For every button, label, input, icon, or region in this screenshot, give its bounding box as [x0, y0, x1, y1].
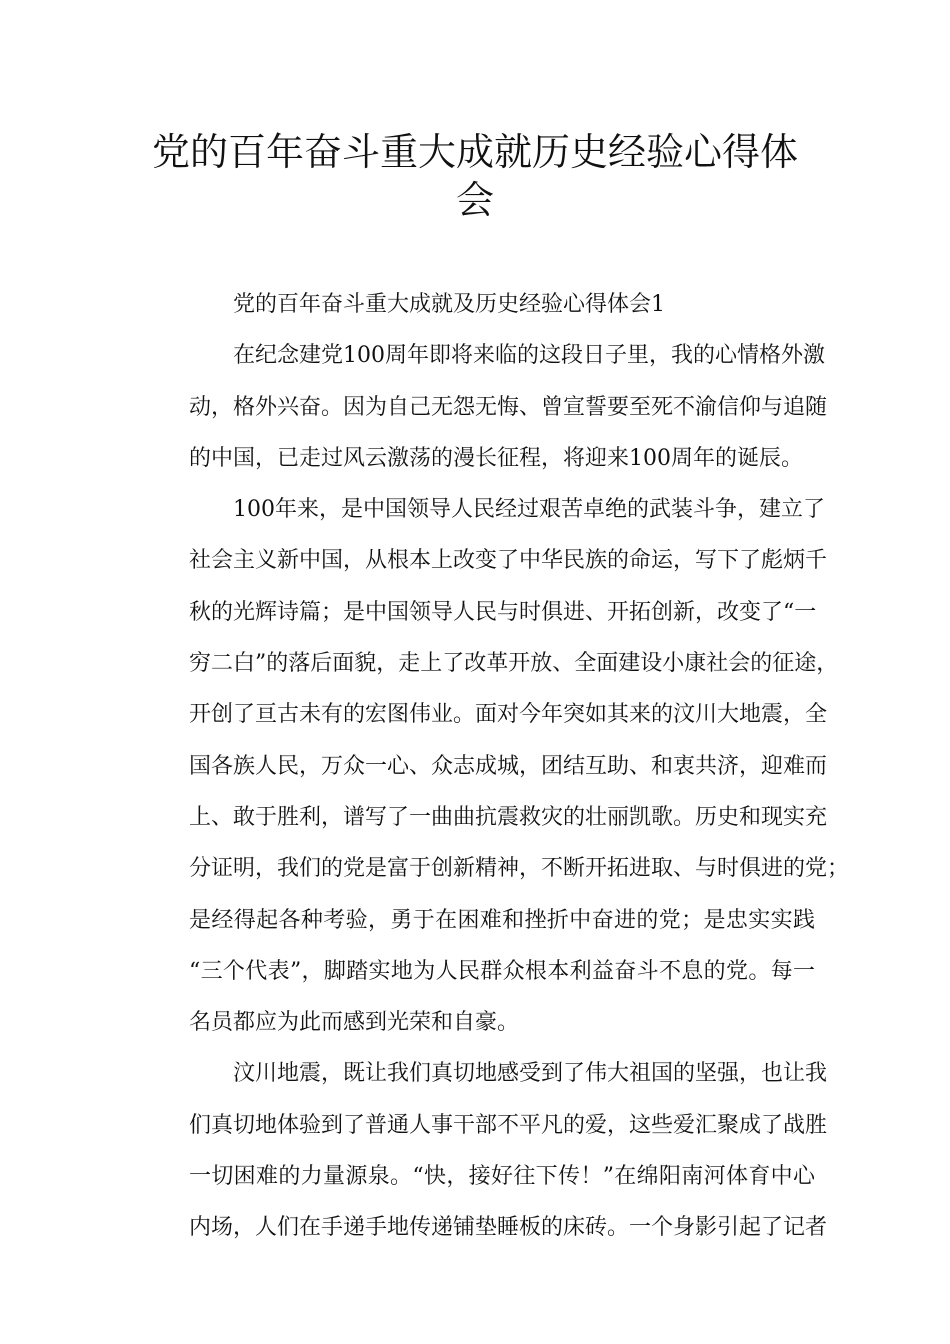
document-title-line-1: 党的百年奋斗重大成就历史经验心得体	[151, 130, 798, 174]
document-body	[145, 279, 850, 1254]
paragraph-line: 在纪念建党100周年即将来临的这段日子里，我的心情格外激	[233, 343, 825, 369]
paragraph-line: 内场，人们在手递手地传递铺垫睡板的床砖。一个身影引起了记者	[189, 1215, 828, 1241]
document-subtitle	[145, 279, 815, 330]
paragraph-line: 穷二白”的落后面貌，走上了改革开放、全面建设小康社会的征途，	[189, 651, 839, 677]
paragraph-3	[145, 1048, 828, 1253]
paragraph-line: 100年来，是中国领导人民经过艰苦卓绝的武装斗争，建立了	[233, 497, 825, 523]
document-title-line-2: 会	[455, 178, 494, 222]
document-title	[100, 128, 850, 224]
paragraph-line: 动，格外兴奋。因为自己无怨无悔、曾宣誓要至死不渝信仰与追随	[189, 394, 828, 420]
subtitle-text: 党的百年奋斗重大成就及历史经验心得体会1	[233, 292, 665, 317]
paragraph-line: “三个代表”，脚踏实地为人民群众根本利益奋斗不息的党。每一	[189, 958, 815, 984]
paragraph-line: 的中国，已走过风云激荡的漫长征程，将迎来100周年的诞辰。	[189, 445, 803, 471]
paragraph-line: 一切困难的力量源泉。“快，接好往下传！”在绵阳南河体育中心	[189, 1164, 815, 1190]
paragraph-line: 是经得起各种考验，勇于在困难和挫折中奋进的党；是忠实实践	[189, 907, 815, 933]
paragraph-line: 国各族人民，万众一心、众志成城，团结互助、和衷共济，迎难而	[189, 753, 828, 779]
paragraph-line: 上、敢于胜利，谱写了一曲曲抗震救灾的壮丽凯歌。历史和现实充	[189, 804, 828, 830]
paragraph-line: 社会主义新中国，从根本上改变了中华民族的命运，写下了彪炳千	[189, 548, 828, 574]
paragraph-line: 们真切地体验到了普通人事干部不平凡的爱，这些爱汇聚成了战胜	[189, 1112, 828, 1138]
paragraph-line: 汶川地震，既让我们真切地感受到了伟大祖国的坚强，也让我	[233, 1061, 828, 1087]
paragraph-line: 分证明，我们的党是富于创新精神，不断开拓进取、与时俱进的党；	[189, 856, 850, 882]
paragraph-line: 开创了亘古未有的宏图伟业。面对今年突如其来的汶川大地震，全	[189, 702, 828, 728]
paragraph-1	[145, 330, 828, 484]
paragraph-line: 名员都应为此而感到光荣和自豪。	[189, 1010, 520, 1036]
paragraph-2	[145, 484, 850, 1048]
paragraph-line: 秋的光辉诗篇；是中国领导人民与时俱进、开拓创新，改变了“一	[189, 599, 817, 625]
